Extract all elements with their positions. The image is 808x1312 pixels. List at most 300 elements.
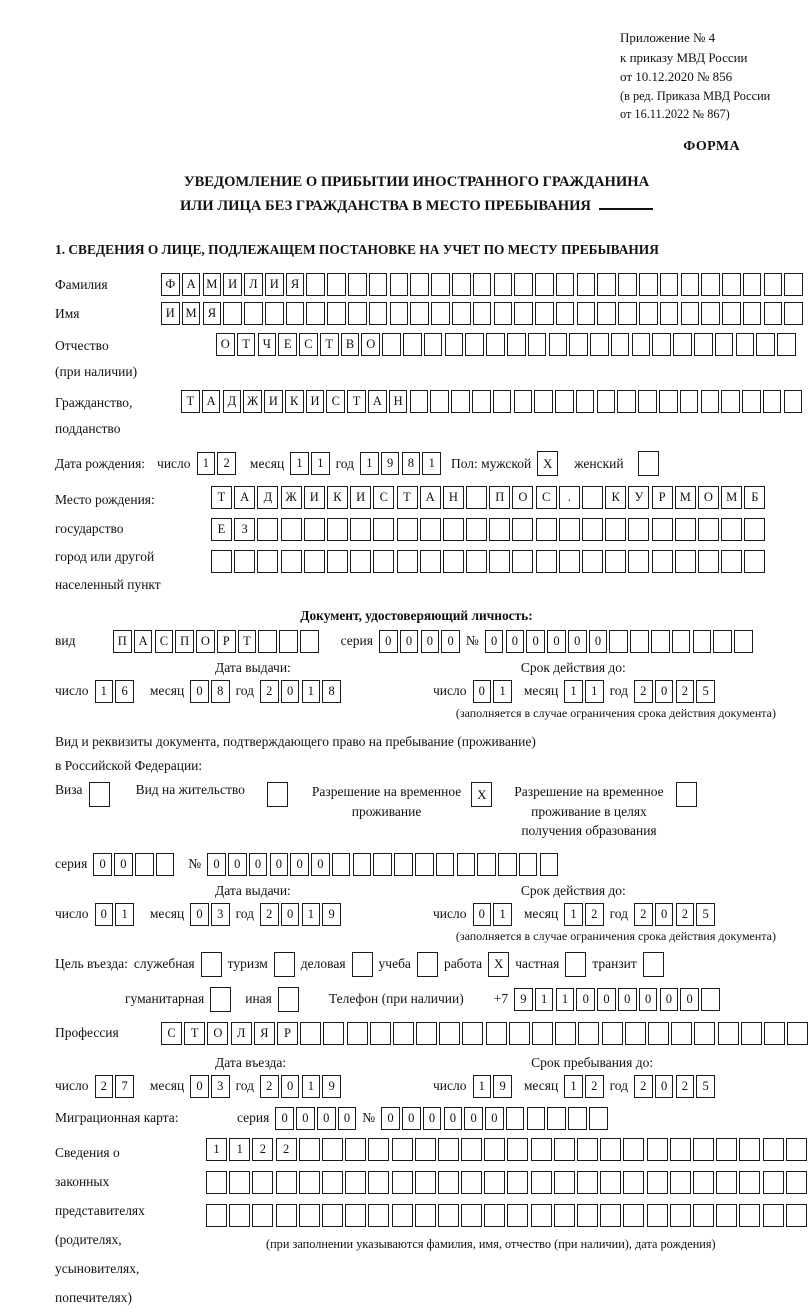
char-cell[interactable] — [721, 550, 742, 573]
char-cell[interactable] — [597, 273, 616, 296]
char-cell[interactable] — [555, 390, 574, 413]
char-cell[interactable] — [489, 550, 510, 573]
char-cell[interactable]: 2 — [676, 903, 695, 926]
char-cell[interactable] — [540, 853, 559, 876]
char-cell[interactable]: 5 — [696, 1075, 715, 1098]
char-cell[interactable] — [701, 273, 720, 296]
char-cell[interactable] — [258, 630, 277, 653]
char-cell[interactable] — [568, 1107, 587, 1130]
char-cell[interactable] — [430, 390, 449, 413]
char-cell[interactable] — [452, 302, 471, 325]
char-cell[interactable]: Ч — [258, 333, 277, 356]
char-cell[interactable] — [535, 273, 554, 296]
char-cell[interactable] — [597, 390, 616, 413]
char-cell[interactable] — [415, 1171, 436, 1194]
char-cell[interactable]: 1 — [206, 1138, 227, 1161]
char-cell[interactable] — [477, 853, 496, 876]
char-cell[interactable] — [457, 853, 476, 876]
char-cell[interactable] — [639, 273, 658, 296]
char-cell[interactable] — [322, 1138, 343, 1161]
char-cell[interactable] — [392, 1204, 413, 1227]
char-cell[interactable] — [473, 302, 492, 325]
temp-residence-checkbox[interactable]: X — [471, 782, 492, 807]
char-cell[interactable]: 0 — [190, 1075, 209, 1098]
char-cell[interactable] — [299, 1138, 320, 1161]
char-cell[interactable] — [694, 333, 713, 356]
purpose-other-checkbox[interactable] — [278, 987, 299, 1012]
char-cell[interactable]: З — [234, 518, 255, 541]
char-cell[interactable] — [484, 1204, 505, 1227]
char-cell[interactable] — [531, 1138, 552, 1161]
char-cell[interactable]: 1 — [585, 680, 604, 703]
char-cell[interactable]: 1 — [535, 988, 554, 1011]
char-cell[interactable] — [507, 1138, 528, 1161]
char-cell[interactable] — [787, 1022, 808, 1045]
char-cell[interactable] — [323, 1022, 344, 1045]
char-cell[interactable] — [534, 390, 553, 413]
char-cell[interactable]: 2 — [634, 1075, 653, 1098]
char-cell[interactable] — [327, 273, 346, 296]
char-cell[interactable] — [353, 853, 372, 876]
char-cell[interactable]: 1 — [493, 903, 512, 926]
char-cell[interactable] — [547, 1107, 566, 1130]
char-cell[interactable]: Е — [278, 333, 297, 356]
char-cell[interactable] — [549, 333, 568, 356]
char-cell[interactable] — [764, 1022, 785, 1045]
char-cell[interactable] — [348, 273, 367, 296]
char-cell[interactable] — [741, 1022, 762, 1045]
char-cell[interactable]: С — [155, 630, 174, 653]
char-cell[interactable] — [443, 518, 464, 541]
char-cell[interactable]: 0 — [655, 1075, 674, 1098]
char-cell[interactable]: 7 — [115, 1075, 134, 1098]
char-cell[interactable] — [536, 550, 557, 573]
char-cell[interactable] — [369, 273, 388, 296]
char-cell[interactable]: 2 — [95, 1075, 114, 1098]
char-cell[interactable] — [415, 853, 434, 876]
char-cell[interactable]: Я — [203, 302, 222, 325]
char-cell[interactable] — [632, 333, 651, 356]
char-cell[interactable] — [415, 1138, 436, 1161]
char-cell[interactable] — [484, 1171, 505, 1194]
char-cell[interactable]: Т — [320, 333, 339, 356]
char-cell[interactable]: 1 — [311, 452, 330, 475]
char-cell[interactable]: 0 — [296, 1107, 315, 1130]
char-cell[interactable] — [373, 518, 394, 541]
char-cell[interactable] — [462, 1022, 483, 1045]
char-cell[interactable] — [206, 1171, 227, 1194]
char-cell[interactable] — [670, 1204, 691, 1227]
char-cell[interactable] — [577, 1138, 598, 1161]
char-cell[interactable]: Т — [237, 333, 256, 356]
char-cell[interactable] — [743, 273, 762, 296]
char-cell[interactable]: 2 — [634, 903, 653, 926]
char-cell[interactable] — [670, 1171, 691, 1194]
char-cell[interactable] — [536, 518, 557, 541]
char-cell[interactable] — [722, 302, 741, 325]
char-cell[interactable] — [327, 302, 346, 325]
char-cell[interactable]: 0 — [660, 988, 679, 1011]
char-cell[interactable]: С — [326, 390, 345, 413]
char-cell[interactable]: 0 — [338, 1107, 357, 1130]
char-cell[interactable] — [368, 1138, 389, 1161]
char-cell[interactable] — [718, 1022, 739, 1045]
char-cell[interactable]: О — [196, 630, 215, 653]
char-cell[interactable]: 0 — [249, 853, 268, 876]
char-cell[interactable] — [322, 1171, 343, 1194]
char-cell[interactable]: 0 — [655, 903, 674, 926]
char-cell[interactable] — [582, 550, 603, 573]
char-cell[interactable] — [507, 333, 526, 356]
char-cell[interactable]: 0 — [589, 630, 608, 653]
char-cell[interactable] — [623, 1204, 644, 1227]
char-cell[interactable]: . — [559, 486, 580, 509]
char-cell[interactable] — [609, 630, 628, 653]
char-cell[interactable] — [410, 390, 429, 413]
char-cell[interactable] — [660, 273, 679, 296]
char-cell[interactable] — [786, 1171, 807, 1194]
char-cell[interactable]: 0 — [473, 903, 492, 926]
char-cell[interactable] — [693, 1204, 714, 1227]
char-cell[interactable]: А — [202, 390, 221, 413]
char-cell[interactable]: 1 — [302, 903, 321, 926]
char-cell[interactable]: 0 — [639, 988, 658, 1011]
char-cell[interactable]: 9 — [493, 1075, 512, 1098]
char-cell[interactable]: Т — [211, 486, 232, 509]
char-cell[interactable] — [611, 333, 630, 356]
char-cell[interactable] — [306, 273, 325, 296]
char-cell[interactable] — [390, 302, 409, 325]
char-cell[interactable]: 2 — [260, 680, 279, 703]
char-cell[interactable]: 0 — [444, 1107, 463, 1130]
char-cell[interactable] — [590, 333, 609, 356]
char-cell[interactable] — [693, 1138, 714, 1161]
purpose-work-checkbox[interactable]: X — [488, 952, 509, 977]
char-cell[interactable]: Н — [443, 486, 464, 509]
char-cell[interactable]: И — [304, 486, 325, 509]
char-cell[interactable] — [763, 390, 782, 413]
char-cell[interactable]: У — [628, 486, 649, 509]
char-cell[interactable] — [512, 518, 533, 541]
char-cell[interactable] — [279, 630, 298, 653]
char-cell[interactable] — [756, 333, 775, 356]
char-cell[interactable] — [744, 550, 765, 573]
char-cell[interactable] — [647, 1171, 668, 1194]
char-cell[interactable] — [554, 1138, 575, 1161]
char-cell[interactable]: 0 — [281, 1075, 300, 1098]
char-cell[interactable]: 2 — [676, 1075, 695, 1098]
char-cell[interactable]: 9 — [514, 988, 533, 1011]
char-cell[interactable] — [451, 390, 470, 413]
char-cell[interactable]: Я — [286, 273, 305, 296]
char-cell[interactable]: 0 — [190, 680, 209, 703]
char-cell[interactable]: О — [361, 333, 380, 356]
char-cell[interactable] — [618, 302, 637, 325]
char-cell[interactable]: Я — [254, 1022, 275, 1045]
char-cell[interactable] — [345, 1171, 366, 1194]
char-cell[interactable] — [327, 550, 348, 573]
char-cell[interactable] — [299, 1171, 320, 1194]
char-cell[interactable]: 0 — [379, 630, 398, 653]
char-cell[interactable] — [403, 333, 422, 356]
char-cell[interactable]: 0 — [421, 630, 440, 653]
char-cell[interactable]: 0 — [576, 988, 595, 1011]
char-cell[interactable] — [623, 1138, 644, 1161]
char-cell[interactable]: М — [203, 273, 222, 296]
char-cell[interactable] — [473, 273, 492, 296]
char-cell[interactable] — [327, 518, 348, 541]
char-cell[interactable] — [701, 390, 720, 413]
sex-female-checkbox[interactable] — [638, 451, 659, 476]
char-cell[interactable] — [555, 1022, 576, 1045]
char-cell[interactable] — [659, 390, 678, 413]
char-cell[interactable] — [617, 390, 636, 413]
char-cell[interactable] — [763, 1138, 784, 1161]
char-cell[interactable] — [257, 518, 278, 541]
char-cell[interactable]: И — [161, 302, 180, 325]
char-cell[interactable] — [257, 550, 278, 573]
char-cell[interactable]: 0 — [317, 1107, 336, 1130]
char-cell[interactable] — [410, 273, 429, 296]
char-cell[interactable] — [415, 1204, 436, 1227]
char-cell[interactable]: 2 — [585, 1075, 604, 1098]
char-cell[interactable] — [244, 302, 263, 325]
char-cell[interactable] — [671, 1022, 692, 1045]
char-cell[interactable] — [461, 1138, 482, 1161]
char-cell[interactable] — [276, 1171, 297, 1194]
char-cell[interactable] — [461, 1204, 482, 1227]
char-cell[interactable]: 0 — [402, 1107, 421, 1130]
char-cell[interactable] — [347, 1022, 368, 1045]
char-cell[interactable] — [410, 302, 429, 325]
char-cell[interactable] — [763, 1204, 784, 1227]
char-cell[interactable] — [716, 1171, 737, 1194]
char-cell[interactable] — [416, 1022, 437, 1045]
char-cell[interactable] — [252, 1171, 273, 1194]
char-cell[interactable]: 0 — [275, 1107, 294, 1130]
char-cell[interactable] — [509, 1022, 530, 1045]
char-cell[interactable]: 0 — [473, 680, 492, 703]
char-cell[interactable] — [681, 302, 700, 325]
char-cell[interactable]: С — [373, 486, 394, 509]
char-cell[interactable] — [578, 1022, 599, 1045]
char-cell[interactable]: Л — [244, 273, 263, 296]
char-cell[interactable]: 0 — [485, 630, 504, 653]
char-cell[interactable] — [229, 1204, 250, 1227]
char-cell[interactable] — [734, 630, 753, 653]
char-cell[interactable] — [713, 630, 732, 653]
char-cell[interactable] — [535, 302, 554, 325]
char-cell[interactable]: 1 — [422, 452, 441, 475]
char-cell[interactable] — [299, 1204, 320, 1227]
char-cell[interactable]: 9 — [322, 1075, 341, 1098]
char-cell[interactable]: 2 — [252, 1138, 273, 1161]
char-cell[interactable] — [652, 550, 673, 573]
char-cell[interactable] — [531, 1171, 552, 1194]
char-cell[interactable] — [651, 630, 670, 653]
char-cell[interactable] — [206, 1204, 227, 1227]
char-cell[interactable] — [602, 1022, 623, 1045]
char-cell[interactable] — [716, 1138, 737, 1161]
char-cell[interactable] — [701, 302, 720, 325]
char-cell[interactable]: К — [285, 390, 304, 413]
char-cell[interactable]: 5 — [696, 903, 715, 926]
char-cell[interactable]: 0 — [597, 988, 616, 1011]
char-cell[interactable]: 2 — [634, 680, 653, 703]
char-cell[interactable] — [286, 302, 305, 325]
char-cell[interactable] — [784, 302, 803, 325]
char-cell[interactable]: П — [489, 486, 510, 509]
char-cell[interactable]: А — [234, 486, 255, 509]
char-cell[interactable] — [300, 630, 319, 653]
char-cell[interactable] — [431, 273, 450, 296]
char-cell[interactable]: О — [512, 486, 533, 509]
char-cell[interactable] — [739, 1171, 760, 1194]
char-cell[interactable]: И — [264, 390, 283, 413]
char-cell[interactable]: 9 — [322, 903, 341, 926]
char-cell[interactable] — [556, 302, 575, 325]
char-cell[interactable]: 6 — [115, 680, 134, 703]
char-cell[interactable] — [569, 333, 588, 356]
char-cell[interactable] — [680, 390, 699, 413]
char-cell[interactable] — [211, 550, 232, 573]
char-cell[interactable]: 0 — [547, 630, 566, 653]
char-cell[interactable] — [764, 302, 783, 325]
purpose-business-checkbox[interactable] — [352, 952, 373, 977]
char-cell[interactable]: 8 — [322, 680, 341, 703]
char-cell[interactable] — [348, 302, 367, 325]
char-cell[interactable] — [577, 1204, 598, 1227]
char-cell[interactable] — [514, 390, 533, 413]
char-cell[interactable]: Е — [211, 518, 232, 541]
char-cell[interactable] — [652, 518, 673, 541]
char-cell[interactable] — [722, 273, 741, 296]
char-cell[interactable]: 0 — [400, 630, 419, 653]
char-cell[interactable]: 0 — [290, 853, 309, 876]
char-cell[interactable]: Т — [347, 390, 366, 413]
char-cell[interactable] — [554, 1171, 575, 1194]
char-cell[interactable]: 0 — [485, 1107, 504, 1130]
char-cell[interactable] — [466, 486, 487, 509]
char-cell[interactable] — [345, 1204, 366, 1227]
char-cell[interactable] — [484, 1138, 505, 1161]
char-cell[interactable]: 1 — [493, 680, 512, 703]
char-cell[interactable]: Д — [257, 486, 278, 509]
char-cell[interactable] — [600, 1204, 621, 1227]
char-cell[interactable]: 2 — [676, 680, 695, 703]
char-cell[interactable] — [445, 333, 464, 356]
purpose-study-checkbox[interactable] — [417, 952, 438, 977]
char-cell[interactable] — [742, 390, 761, 413]
sex-male-checkbox[interactable]: X — [537, 451, 558, 476]
char-cell[interactable]: В — [341, 333, 360, 356]
char-cell[interactable] — [716, 1204, 737, 1227]
char-cell[interactable]: А — [368, 390, 387, 413]
char-cell[interactable]: А — [134, 630, 153, 653]
char-cell[interactable] — [764, 273, 783, 296]
char-cell[interactable]: Т — [181, 390, 200, 413]
visa-checkbox[interactable] — [89, 782, 110, 807]
char-cell[interactable] — [698, 518, 719, 541]
char-cell[interactable] — [605, 518, 626, 541]
char-cell[interactable]: 2 — [217, 452, 236, 475]
char-cell[interactable] — [489, 518, 510, 541]
char-cell[interactable]: 0 — [190, 903, 209, 926]
char-cell[interactable] — [368, 1171, 389, 1194]
char-cell[interactable] — [156, 853, 175, 876]
char-cell[interactable]: Т — [184, 1022, 205, 1045]
char-cell[interactable]: 1 — [197, 452, 216, 475]
char-cell[interactable]: Ж — [243, 390, 262, 413]
char-cell[interactable] — [368, 1204, 389, 1227]
char-cell[interactable]: 0 — [114, 853, 133, 876]
char-cell[interactable]: 0 — [270, 853, 289, 876]
char-cell[interactable] — [304, 518, 325, 541]
char-cell[interactable] — [715, 333, 734, 356]
char-cell[interactable] — [597, 302, 616, 325]
char-cell[interactable] — [698, 550, 719, 573]
char-cell[interactable]: М — [721, 486, 742, 509]
char-cell[interactable] — [498, 853, 517, 876]
char-cell[interactable]: 5 — [696, 680, 715, 703]
char-cell[interactable] — [605, 550, 626, 573]
char-cell[interactable]: 0 — [464, 1107, 483, 1130]
char-cell[interactable] — [736, 333, 755, 356]
purpose-official-checkbox[interactable] — [201, 952, 222, 977]
char-cell[interactable] — [438, 1138, 459, 1161]
temp-residence-edu-checkbox[interactable] — [676, 782, 697, 807]
char-cell[interactable]: 3 — [211, 1075, 230, 1098]
char-cell[interactable] — [589, 1107, 608, 1130]
char-cell[interactable] — [681, 273, 700, 296]
char-cell[interactable] — [514, 273, 533, 296]
char-cell[interactable] — [420, 518, 441, 541]
char-cell[interactable] — [739, 1138, 760, 1161]
char-cell[interactable]: 2 — [260, 1075, 279, 1098]
char-cell[interactable]: А — [182, 273, 201, 296]
char-cell[interactable]: 1 — [360, 452, 379, 475]
char-cell[interactable]: 1 — [556, 988, 575, 1011]
char-cell[interactable]: Ф — [161, 273, 180, 296]
char-cell[interactable] — [436, 853, 455, 876]
char-cell[interactable] — [234, 550, 255, 573]
char-cell[interactable] — [486, 333, 505, 356]
char-cell[interactable] — [397, 518, 418, 541]
char-cell[interactable]: С — [299, 333, 318, 356]
char-cell[interactable] — [392, 1138, 413, 1161]
char-cell[interactable] — [693, 1171, 714, 1194]
char-cell[interactable]: 3 — [211, 903, 230, 926]
char-cell[interactable]: Т — [397, 486, 418, 509]
char-cell[interactable] — [394, 853, 413, 876]
char-cell[interactable] — [625, 1022, 646, 1045]
residence-permit-checkbox[interactable] — [267, 782, 288, 807]
char-cell[interactable]: 0 — [281, 903, 300, 926]
char-cell[interactable]: П — [175, 630, 194, 653]
char-cell[interactable] — [373, 550, 394, 573]
char-cell[interactable] — [223, 302, 242, 325]
char-cell[interactable]: 1 — [564, 903, 583, 926]
char-cell[interactable]: 2 — [260, 903, 279, 926]
char-cell[interactable]: 1 — [564, 680, 583, 703]
char-cell[interactable]: 1 — [95, 680, 114, 703]
char-cell[interactable] — [424, 333, 443, 356]
char-cell[interactable] — [763, 1171, 784, 1194]
char-cell[interactable]: Р — [652, 486, 673, 509]
char-cell[interactable] — [507, 1171, 528, 1194]
char-cell[interactable] — [466, 550, 487, 573]
char-cell[interactable] — [486, 1022, 507, 1045]
